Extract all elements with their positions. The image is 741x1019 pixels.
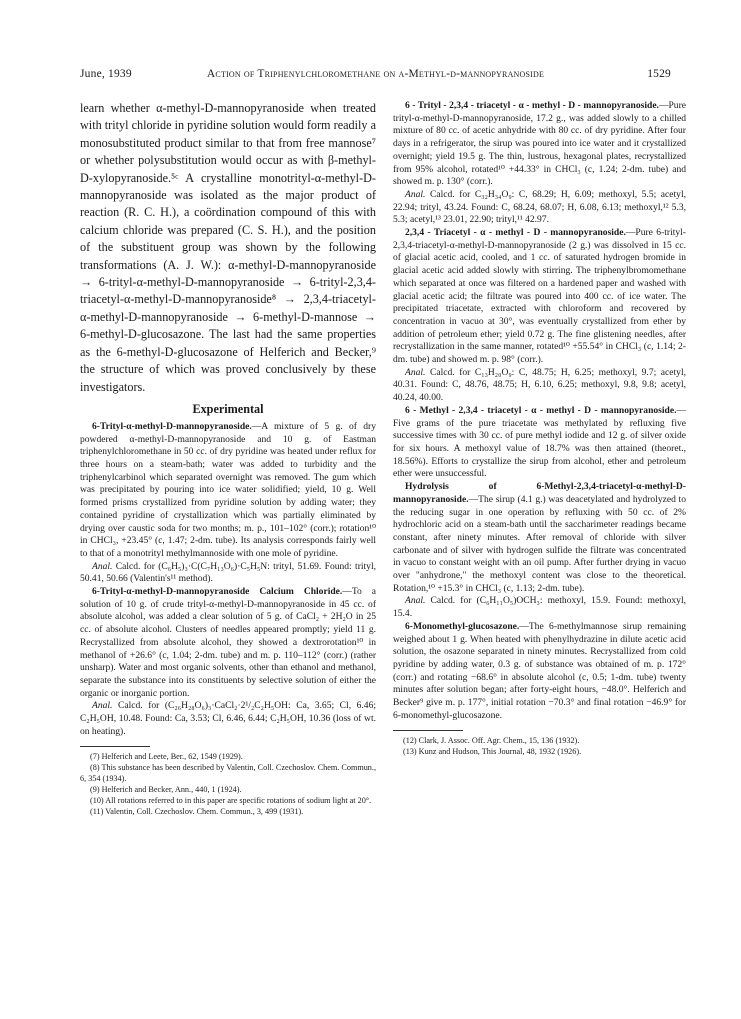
- paragraph-body: —To a solution of 10 g. of crude trityl-α-methyl-D-mannopyranoside in 45 cc. of absolute alcohol, was added a clear solution of 5 g. of CaCl₂ + 2H₂O in 25 cc. of absolute alcohol. Clusters of needles appeared promptly; yield 11 g. Recrystallized from absolute alcohol, they showed a dextrorotation¹⁰ in methanol of +26.6° (c, 1.04; 2-dm. tube) and m. p. 110–112° (corr.) (rather unsharp). Water and most organic solvents, other than ethanol and methanol, separate the substance into its constituents by selective solution of either the organic or inorganic portion.: [80, 586, 376, 699]
- analysis-body: Calcd. for (C₂₆H₂₈O₆)₃·CaCl₂·2¹/₂C₂H₅OH: Ca, 3.65; Cl, 6.46; C₂H₅OH, 10.48. Found: Ca, 3.53; Cl, 6.46, 6.44; C₂H₅OH, 10.36 (loss of wt. on heating).: [80, 700, 376, 737]
- paragraph-body: —Five grams of the pure triacetate was methylated by refluxing five successive times with 30 cc. of pure methyl iodide and 12 g. of silver oxide for six hours. A methoxyl value of 18.7% was then attained (theoret., 18.56%). Efforts to crystallize the sirup from alcohol, ether and petroleum ether were unsuccessful.: [393, 404, 686, 480]
- header-date: June, 1939: [80, 68, 132, 80]
- footnote: (8) This substance has been described by Valentin, Coll. Czechoslov. Chem. Commun., 6, 354 (1934).: [80, 763, 376, 784]
- footnote: (12) Clark, J. Assoc. Off. Agr. Chem., 15, 136 (1932).: [403, 736, 580, 746]
- paragraph-trityl-mannoside: [80, 421, 376, 561]
- left-column: [80, 100, 376, 817]
- paragraph-body: —Pure trityl-α-methyl-D-mannopyranoside, 17.2 g., was added slowly to a chilled mixture of 80 cc. of acetic anhydride with 80 cc. of dry pyridine. After four days in a refrigerator, the sirup was poured into ice water and it crystallized overnight; yield 19.5 g. The thin, lustrous, hexagonal plates, recrystallized from 95% alcohol, rotated¹⁰ +44.33° in CHCl₃ (c, 1.24; 2-dm. tube) and showed m. p. 130° (corr.).: [393, 100, 686, 188]
- page-number: 1529: [647, 68, 671, 80]
- footnote-rule: [80, 746, 150, 747]
- paragraph-glucosazone: [393, 621, 686, 723]
- analysis-paragraph: [393, 189, 686, 227]
- paragraph-triacetyl-mannoside: [393, 227, 686, 367]
- paragraph-body: —Pure 6-trityl-2,3,4-triacetyl-α-methyl-D-mannopyranoside (2 g.) was dissolved in 15 cc. of glacial acetic acid, cooled, and 1 cc. of saturated hydrogen bromide in glacial acetic acid added slowly with stirring. The triphenylbromomethane which separated at once was filtered on a hardened paper and washed with glacial acetic acid; the filtrate was poured into 400 cc. of ice water. The precipitated triacetate, extracted with chloroform and recovered by concentration in vacuo at 30°, was eventually crystallized from ether by addition of petroleum ether; yield 0.72 g. The fine glistening needles, after recrystallization in the same manner, rotated¹⁰ +55.54° in CHCl₃ (c, 1.14; 2-dm. tube) and showed m. p. 98° (corr.).: [393, 227, 686, 366]
- header-title: Action of Triphenylchloromethane on α-Methyl-d-mannopyranoside: [206, 68, 545, 80]
- section-heading: Experimental: [192, 401, 264, 416]
- paragraph-heading: 6-Trityl-α-methyl-D-mannopyranoside.: [92, 420, 252, 432]
- footnote-rule: [393, 730, 463, 731]
- footnote: (11) Valentin, Coll. Czechoslov. Chem. Commun., 3, 499 (1931).: [90, 807, 304, 817]
- paragraph-body: —A mixture of 5 g. of dry powdered α-methyl-D-mannopyranoside and 10 g. of Eastman triphenylchloromethane in 50 cc. of dry pyridine was heated under reflux for three hours on a steam-bath; water was added to turbidity and the triphenylcarbinol which separated overnight was removed. The gum which was precipitated by pouring into ice water solidified; yield, 10 g. Well formed prisms crystallized from pyridine solution by adding water; they contained pyridine of crystallization which was partially eliminated by drying over caustic soda for two months; m. p., 101–102° (corr.); rotation¹⁰ in CHCl₃, +23.45° (c, 1.47; 2-dm. tube). Its analysis corresponds fairly well to that of a monotrityl methylmannoside with one mole of pyridine.: [80, 420, 376, 559]
- analysis-label: Anal.: [405, 595, 426, 607]
- analysis-label: Anal.: [92, 700, 113, 712]
- running-header: [80, 68, 671, 86]
- paragraph-triacetyl-trityl: [393, 100, 686, 189]
- paragraph-body: —The sirup (4.1 g.) was deacetylated and hydrolyzed to the reducing sugar in one operation by refluxing with 50 cc. of 2% hydrochloric acid on a steam-bath until the saccharimeter readings became constant, after ninety minutes. After removal of chloride with silver carbonate and of silver with hydrogen sulfide the filtrate was concentrated in vacuo to constant weight with an oil pump. After further drying in vacuo over "anhydrone," the methoxyl content was close to the theoretical. Rotation,¹⁰ +15.3° in CHCl₃ (c, 1.13; 2-dm. tube).: [393, 493, 686, 594]
- paragraph-heading: 6-Monomethyl-glucosazone.: [405, 620, 520, 632]
- analysis-paragraph: [393, 595, 686, 620]
- analysis-label: Anal.: [405, 188, 426, 200]
- paragraph-heading: 6 - Methyl - 2,3,4 - triacetyl - α - methyl - D - mannopyranoside.: [405, 404, 677, 416]
- analysis-paragraph: [80, 700, 376, 738]
- paragraph-heading: 6-Trityl-α-methyl-D-mannopyranoside Calcium Chloride.: [92, 586, 343, 598]
- analysis-body: Calcd. for C₃₂H₃₄O₉: C, 68.29; H, 6.09; methoxyl, 5.5; acetyl, 22.94; trityl, 43.24. Found: C, 68.24, 68.07; H, 6.08, 6.13; methoxyl,¹² 5.3, 5.3; acetyl,¹³ 23.01, 22.90; trityl,¹¹ 42.97.: [393, 188, 686, 226]
- analysis-body: Calcd. for C₁₃H₂₀O₉: C, 48.75; H, 6.25; methoxyl, 9.7; acetyl, 40.31. Found: C, 48.76, 48.75; H, 6.10, 6.25; methoxyl, 9.8, 9.8; acetyl, 40.24, 40.00.: [393, 366, 686, 404]
- analysis-body: Calcd. for (C₆H₅)₃·C(C₇H₁₃O₆)·C₅H₅N: trityl, 51.69. Found: trityl, 50.41, 50.66 (Valentin's¹¹ method).: [80, 560, 376, 585]
- intro-paragraph: learn whether α-methyl-D-mannopyranoside when treated with trityl chloride in pyridine solution would form readily a monosubstituted product similar to that from free mannose⁷ or whether polysubstitution would occur as with β-methyl-D-xylopyranoside.⁵ᶜ A crystalline monotrityl-α-methyl-D-mannopyranoside was isolated as the major product of reaction (R. C. H.), a coördination compound of this with calcium chloride was prepared (C. S. H.), and the position of the substituent group was shown by the following transformations (A. J. W.): α-methyl-D-mannopyranoside → 6-trityl-α-methyl-D-mannopyranoside → 6-trityl-2,3,4-triacetyl-α-methyl-D-mannopyranoside⁸ → 2,3,4-triacetyl-α-methyl-D-mannopyranoside → 6-methyl-D-mannose → 6-methyl-D-glucosazone. The last had the same properties as the 6-methyl-D-glucosazone of Helferich and Becker,⁹ the structure of which was proved conclusively by these investigators.: [80, 101, 376, 394]
- analysis-label: Anal.: [405, 366, 426, 378]
- analysis-paragraph: [80, 561, 376, 586]
- right-column: [393, 100, 686, 757]
- paragraph-heading: Hydrolysis of 6-Methyl-2,3,4-triacetyl-α-methyl-D-mannopyranoside.: [393, 481, 686, 505]
- paragraph-methyl-triacetyl: [393, 405, 686, 481]
- paragraph-hydrolysis: [393, 481, 686, 595]
- footnote: (9) Helferich and Becker, Ann., 440, 1 (1924).: [90, 785, 242, 795]
- footnote: (13) Kunz and Hudson, This Journal, 48, 1932 (1926).: [403, 747, 582, 757]
- analysis-label: Anal.: [92, 560, 113, 572]
- analysis-paragraph: [393, 367, 686, 405]
- paragraph-heading: 6 - Trityl - 2,3,4 - triacetyl - α - methyl - D - mannopyranoside.: [405, 100, 659, 111]
- paragraph-body: —The 6-methylmannose sirup remaining weighed about 1 g. When heated with phenylhydrazine in dilute acetic acid solution, the osazone separated in ninety minutes. Recrystallized from cold pyridine by adding water, 0.3 g. of substance was obtained of m. p. 172° (corr.) and rotating −68.6° in absolute alcohol (c, 0.5; 1-dm. tube) twenty minutes after solution began; after forty-eight hours, −48.0°. Helferich and Becker⁹ give m. p. 177°, initial rotation −70.3° and final rotation −46.9° for 6-monomethyl-glucosazone.: [393, 620, 686, 721]
- paragraph-heading: 2,3,4 - Triacetyl - α - methyl - D - mannopyranoside.: [405, 227, 626, 239]
- footnote: (7) Helferich and Leete, Ber., 62, 1549 (1929).: [90, 752, 243, 762]
- analysis-body: Calcd. for (C₆H₁₁O₅)OCH₃: methoxyl, 15.9. Found: methoxyl, 15.4.: [393, 595, 686, 620]
- paragraph-calcium-chloride: [80, 586, 376, 700]
- footnote: (10) All rotations referred to in this paper are specific rotations of sodium light at 20°.: [90, 796, 372, 806]
